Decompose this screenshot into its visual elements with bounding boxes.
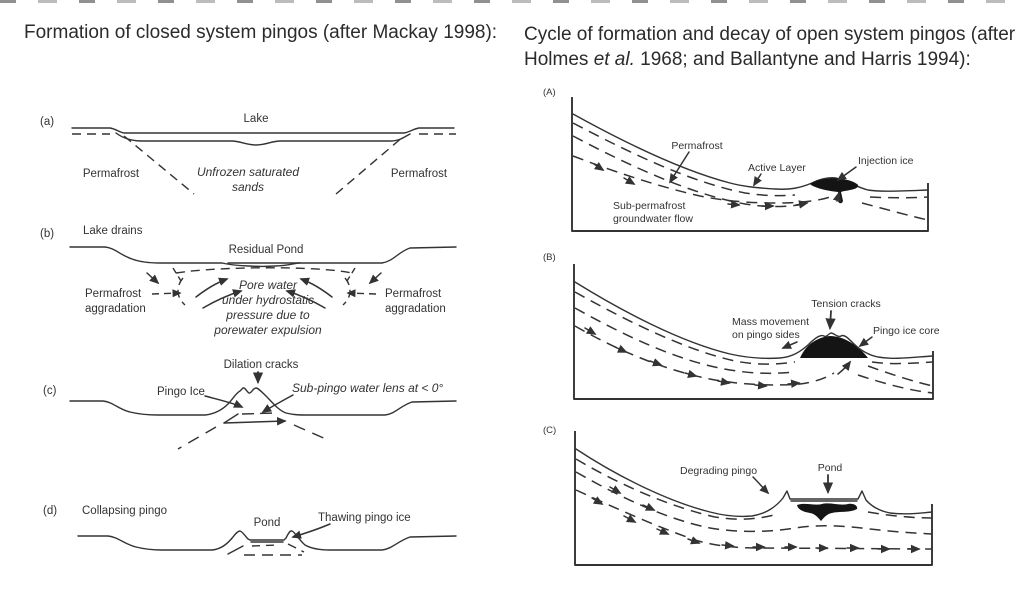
panel-a-talik-boundary-left-dashed [124,136,194,194]
panel-a-talik-boundary-right-dashed [336,136,404,194]
open-system-title-line1: Cycle of formation and decay of open system pingos (after [524,24,1016,45]
sub-pingo-lens-label: Sub-pingo water lens at < 0° [292,381,444,395]
aggradation-left-label-line1: Permafrost [85,288,142,300]
sub-pingo-water-lens-left-edge [224,414,238,423]
flow-arrow [722,545,733,546]
panel-b-right-edge-dashed [347,268,355,281]
unfrozen-sands-label-line1: Unfrozen saturated [196,165,300,179]
closed-system-title-text: Formation of closed system pingos (after Mackay 1998): [24,22,498,43]
permafrost-label: Permafrost [671,140,723,152]
pingo-ice-core-leader-arrow [860,337,872,346]
panel-C-permafrost-base-dashed [576,472,932,534]
flow-arrow [585,328,595,334]
permafrost-leader-arrow [670,152,689,182]
panel-b-talik-top-dashed [176,268,352,273]
panel-C-frame [575,432,932,565]
pingo-ice-label: Pingo Ice [157,386,205,398]
injection-ice-label: Injection ice [858,155,914,167]
pond-label-open-system: Pond [817,462,843,474]
flow-arrow [788,383,799,384]
aggradation-arrow-left [152,293,180,294]
injection-ice-leader-arrow [838,167,856,180]
open-system-panel-A [543,87,928,231]
sub-pingo-water-lens-line [224,421,285,423]
open-system-panel-C [543,425,932,565]
panel-a-tag: (a) [40,116,55,128]
panel-d-ground-surface-with-collapsed-pingo [78,531,456,550]
panel-a-ground-surface [72,128,454,133]
aggradation-right-label-line2: aggradation [385,303,446,315]
permafrost-right-label: Permafrost [390,168,448,180]
panel-d-under-pond-right-dashed [288,544,304,552]
thawing-pingo-ice-label: Thawing pingo ice [318,512,411,524]
panel-d-tag: (d) [43,505,58,517]
tension-cracks-label: Tension cracks [811,298,881,310]
panel-c-permafrost-boundary-right-dashed [294,425,328,440]
aggradation-arrow-right-upper [370,273,381,283]
degrading-pingo-label: Degrading pingo [680,465,758,477]
flow-arrow [650,361,661,365]
residual-pond-label: Residual Pond [228,244,304,256]
panel-A-permafrost-base-dashed-right [862,203,928,220]
injection-ice-shape [810,178,858,203]
panel-b-tag: (b) [40,228,55,240]
subpermafrost-label-line2: groundwater flow [613,213,693,225]
tension-cracks-arrow [830,311,831,328]
panel-B-permafrost-base-dashed-right [868,366,933,386]
panel-d-under-pond-left-edge [228,546,243,554]
collapsing-pingo-label: Collapsing pingo [82,505,168,517]
aggradation-arrow-left-upper [147,273,158,283]
closed-system-panel-a [40,113,456,194]
degrading-pingo-leader-arrow [753,477,768,493]
pore-water-label-line2: under hydrostatic [221,293,315,307]
mass-movement-label-line2: on pingo sides [732,329,800,341]
panel-A-tag: (A) [543,87,556,98]
flow-arrow [728,204,739,205]
panel-C-tag: (C) [543,425,557,436]
flow-arrow [685,373,696,376]
open-system-title-line2: Holmes et al. 1968; and Ballantyne and Harris 1994): [524,49,971,71]
flow-arrow [624,178,634,184]
panel-b-talik-left-dashed [178,278,185,305]
pond-label: Pond [253,517,281,529]
flow-arrow [796,203,807,205]
panel-b-talik-right-dashed [343,278,350,305]
dilation-cracks-label: Dilation cracks [223,359,299,371]
pingo-ice-leader-arrow [205,396,242,407]
active-layer-leader-arrow [754,174,761,185]
sub-pingo-lens-top-dashed [242,413,276,414]
thawing-pingo-ice-leader-arrow [293,524,330,537]
closed-system-panel-d [43,505,456,555]
aggradation-left-label-line2: aggradation [85,303,146,315]
aggradation-right-label-line1: Permafrost [385,288,442,300]
injection-flow-arrow [838,362,850,374]
unfrozen-sands-label-line2: sands [231,180,265,194]
open-system-panel-B [543,252,940,399]
flow-arrow [615,347,626,352]
panel-c-tag: (c) [43,385,57,397]
panel-C-hillslope-surface-with-degraded-pingo [576,449,932,516]
lake-label: Lake [243,113,269,125]
panel-B-tag: (B) [543,252,556,263]
panel-B-active-layer-base-dashed-right [872,362,933,364]
remnant-ice-shape [797,503,857,521]
mass-movement-arrow [783,342,797,348]
flow-arrow [755,385,766,386]
closed-system-panel-b [40,225,456,337]
pore-water-label-line1: Pore water [238,278,298,292]
pingo-ice-core-label: Pingo ice core [873,325,940,337]
panel-c-permafrost-boundary-left-dashed [178,427,216,449]
panel-d-under-pond-inner-dashed [252,545,278,546]
lake-drains-label: Lake drains [83,225,143,237]
flow-arrow [624,516,635,522]
aggradation-arrow-right [348,293,376,294]
pore-water-label-line3: pressure due to [226,308,310,322]
panel-A-active-layer-base-dashed-right [870,197,928,198]
panel-b-left-edge-dashed [173,268,181,281]
panel-a-lake-bottom [116,133,410,145]
subpermafrost-label-line1: Sub-permafrost [613,200,686,212]
mass-movement-label-line1: Mass movement [732,316,810,328]
permafrost-left-label: Permafrost [82,168,140,180]
closed-system-panel-c [43,359,456,449]
pore-water-label-line4: porewater expulsion [214,323,322,337]
active-layer-label: Active Layer [748,162,806,174]
